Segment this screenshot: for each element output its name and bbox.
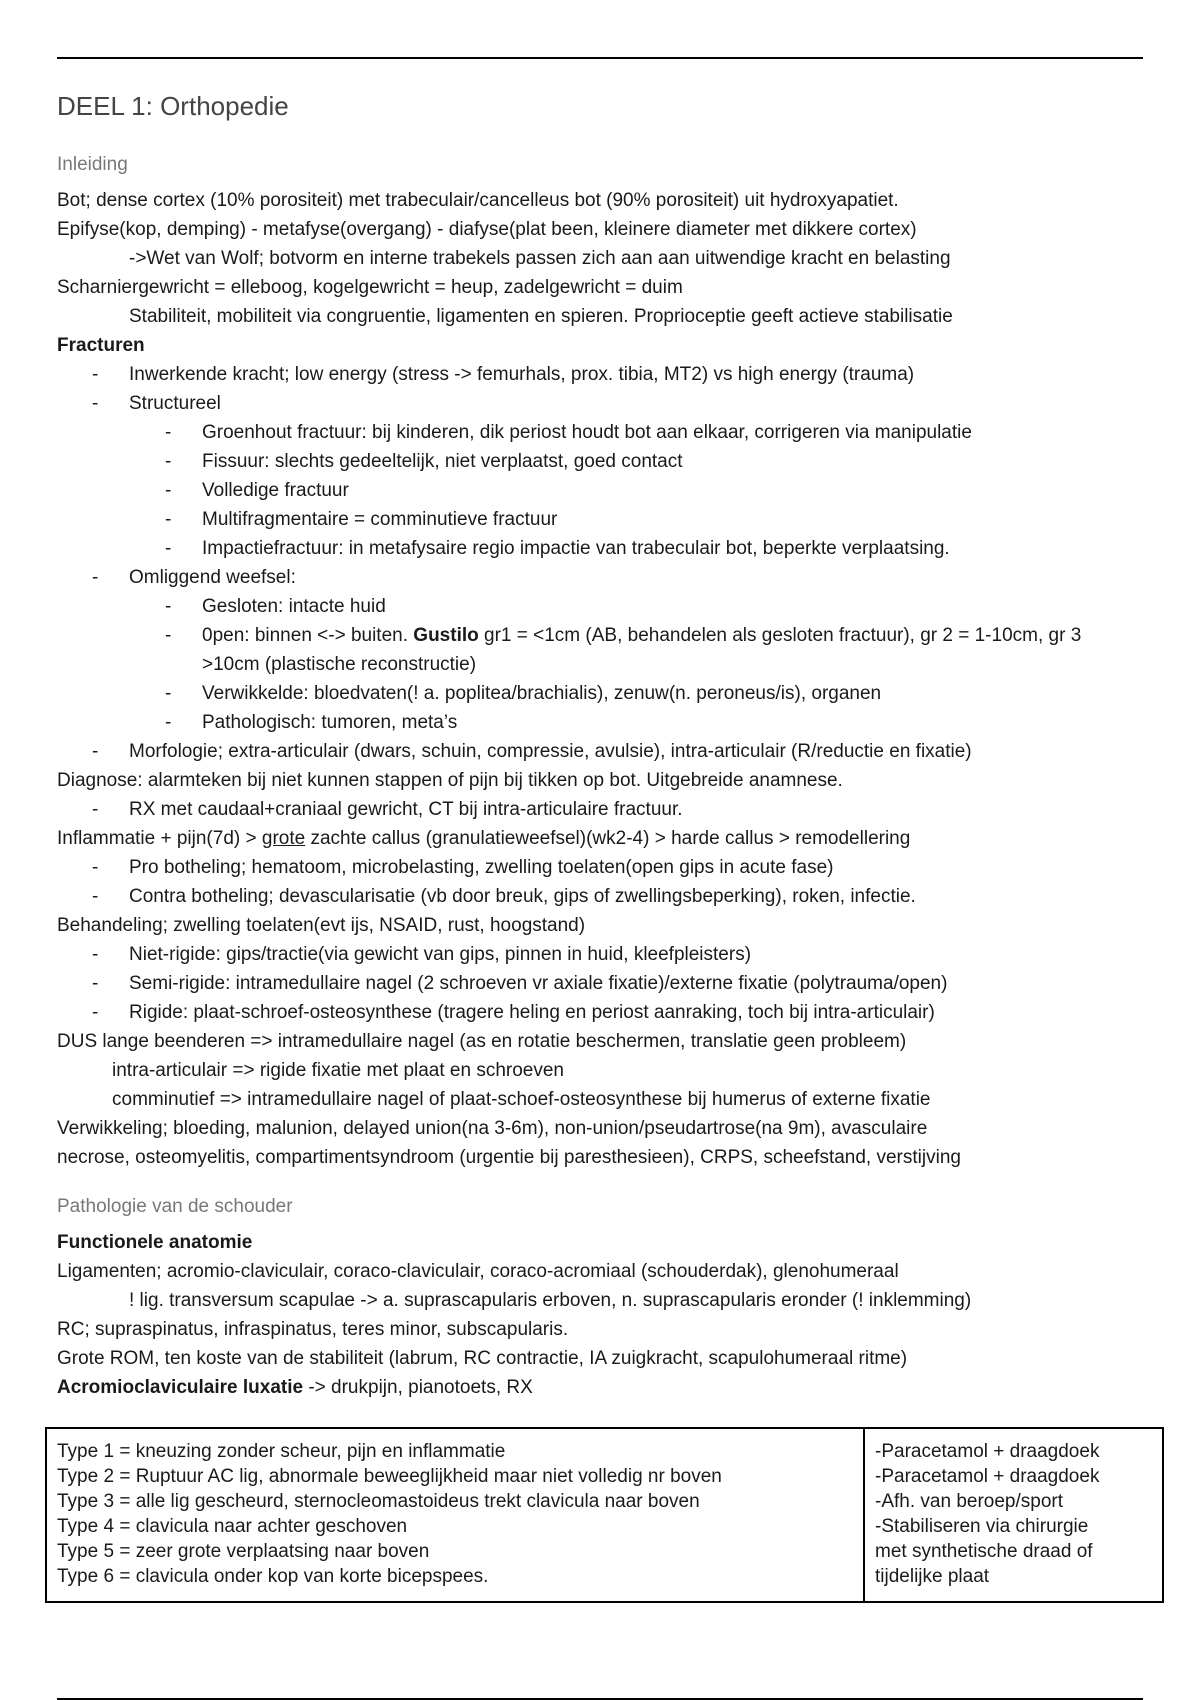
paragraph: Inflammatie + pijn(7d) > grote zachte callus (granulatieweefsel)(wk2-4) > harde callus > remodellering	[57, 828, 911, 849]
section-heading-inleiding: Inleiding	[57, 154, 128, 175]
list-item: - Contra botheling; devascularisatie (vb door breuk, gips of zwellingsbeperking), roken, infectie.	[92, 886, 916, 907]
paragraph: RC; supraspinatus, infraspinatus, teres minor, subscapularis.	[57, 1319, 569, 1340]
table-row: Type 3 = alle lig gescheurd, sternocleomastoideus trekt clavicula naar boven	[57, 1491, 700, 1512]
paragraph: DUS lange beenderen => intramedullaire nagel (as en rotatie beschermen, translatie geen probleem)	[57, 1031, 907, 1052]
table-row: -Stabiliseren via chirurgie	[875, 1516, 1089, 1537]
paragraph: Diagnose: alarmteken bij niet kunnen stappen of pijn bij tikken op bot. Uitgebreide anamnese.	[57, 770, 843, 791]
list-item: - Multifragmentaire = comminutieve fractuur	[165, 509, 558, 530]
paragraph-indented: intra-articulair => rigide fixatie met plaat en schroeven	[112, 1060, 565, 1081]
subheading-fracturen: Fracturen	[57, 335, 145, 356]
paragraph: necrose, osteomyelitis, compartimentsyndroom (urgentie bij paresthesieen), CRPS, scheefstand, verstijving	[57, 1147, 961, 1168]
paragraph-indented: ! lig. transversum scapulae -> a. suprascapularis erboven, n. suprascapularis eronder (! inklemming)	[129, 1290, 972, 1311]
paragraph: Acromioclaviculaire luxatie -> drukpijn, pianotoets, RX	[57, 1377, 533, 1398]
table-row: Type 6 = clavicula onder kop van korte bicepspees.	[57, 1566, 489, 1587]
list-item: - Niet-rigide: gips/tractie(via gewicht van gips, pinnen in huid, kleefpleisters)	[92, 944, 752, 965]
paragraph: Bot; dense cortex (10% porositeit) met trabeculair/cancelleus bot (90% porositeit) uit hydroxyapatiet.	[57, 190, 899, 211]
section-heading-schouder: Pathologie van de schouder	[57, 1196, 293, 1217]
document-body	[57, 88, 1147, 1402]
paragraph-indented: ->Wet van Wolf; botvorm en interne trabekels passen zich aan aan uitwendige kracht en belasting	[129, 248, 951, 269]
list-item: - Verwikkelde: bloedvaten(! a. poplitea/brachialis), zenuw(n. peroneus/is), organen	[165, 683, 882, 704]
paragraph: Epifyse(kop, demping) - metafyse(overgang) - diafyse(plat been, kleinere diameter met dikkere cortex)	[57, 219, 917, 240]
page-title: DEEL 1: Orthopedie	[57, 91, 289, 121]
paragraph: Scharniergewricht = elleboog, kogelgewricht = heup, zadelgewricht = duim	[57, 277, 683, 298]
subheading-functionele-anatomie: Functionele anatomie	[57, 1232, 253, 1253]
table-row: Type 4 = clavicula naar achter geschoven	[57, 1516, 408, 1537]
paragraph: Behandeling; zwelling toelaten(evt ijs, NSAID, rust, hoogstand)	[57, 915, 586, 936]
table-row: -Paracetamol + draagdoek	[875, 1466, 1100, 1487]
ac-luxation-table	[45, 1427, 1164, 1603]
list-item: - Volledige fractuur	[165, 480, 349, 501]
top-rule	[57, 57, 1143, 59]
list-item: - Fissuur: slechts gedeeltelijk, niet verplaatst, goed contact	[165, 451, 683, 472]
list-item: - Structureel	[92, 393, 221, 414]
list-item: - Semi-rigide: intramedullaire nagel (2 schroeven vr axiale fixatie)/externe fixatie (polytrauma/open)	[92, 973, 948, 994]
table-row: Type 5 = zeer grote verplaatsing naar boven	[57, 1541, 430, 1562]
list-item: - Rigide: plaat-schroef-osteosynthese (tragere heling en periost aanraking, toch bij intra-articulair)	[92, 1002, 935, 1023]
types-cell	[46, 1428, 864, 1602]
paragraph: Verwikkeling; bloeding, malunion, delayed union(na 3-6m), non-union/pseudartrose(na 9m), avasculaire	[57, 1118, 928, 1139]
list-item: - Pro botheling; hematoom, microbelasting, zwelling toelaten(open gips in acute fase)	[92, 857, 834, 878]
paragraph: Ligamenten; acromio-claviculair, coraco-claviculair, coraco-acromiaal (schouderdak), glenohumeraal	[57, 1261, 899, 1282]
list-item: - Inwerkende kracht; low energy (stress -> femurhals, prox. tibia, MT2) vs high energy (trauma)	[92, 364, 915, 385]
treatments-cell	[864, 1428, 1163, 1602]
paragraph: Grote ROM, ten koste van de stabiliteit (labrum, RC contractie, IA zuigkracht, scapulohumeraal ritme)	[57, 1348, 908, 1369]
table-row: met synthetische draad of	[875, 1541, 1093, 1562]
list-item: - Impactiefractuur: in metafysaire regio impactie van trabeculair bot, beperkte verplaatsing.	[165, 538, 950, 559]
list-item: - RX met caudaal+craniaal gewricht, CT bij intra-articulaire fractuur.	[92, 799, 683, 820]
list-item: - Gesloten: intacte huid	[165, 596, 386, 617]
list-item: - Groenhout fractuur: bij kinderen, dik periost houdt bot aan elkaar, corrigeren via manipulatie	[165, 422, 972, 443]
table-row: Type 2 = Ruptuur AC lig, abnormale beweeglijkheid maar niet volledig nr boven	[57, 1466, 722, 1487]
list-item: - Pathologisch: tumoren, meta’s	[165, 712, 458, 733]
list-item: - Morfologie; extra-articulair (dwars, schuin, compressie, avulsie), intra-articulair (R/reductie en fixatie)	[92, 741, 972, 762]
paragraph-indented: Stabiliteit, mobiliteit via congruentie, ligamenten en spieren. Proprioceptie geeft actieve stabilisatie	[129, 306, 953, 327]
table-row: -Afh. van beroep/sport	[875, 1491, 1063, 1512]
list-item: - Omliggend weefsel:	[92, 567, 296, 588]
table-row: tijdelijke plaat	[875, 1566, 990, 1587]
paragraph-indented: comminutief => intramedullaire nagel of plaat-schoef-osteosynthese bij humerus of externe fixatie	[112, 1089, 931, 1110]
table-row: Type 1 = kneuzing zonder scheur, pijn en inflammatie	[57, 1441, 506, 1462]
table-row: -Paracetamol + draagdoek	[875, 1441, 1100, 1462]
list-item: - 0pen: binnen <-> buiten. Gustilo gr1 = <1cm (AB, behandelen als gesloten fractuur), gr 2 = 1-10cm, gr 3 >10cm (plastische reconstructie)	[165, 625, 1082, 675]
